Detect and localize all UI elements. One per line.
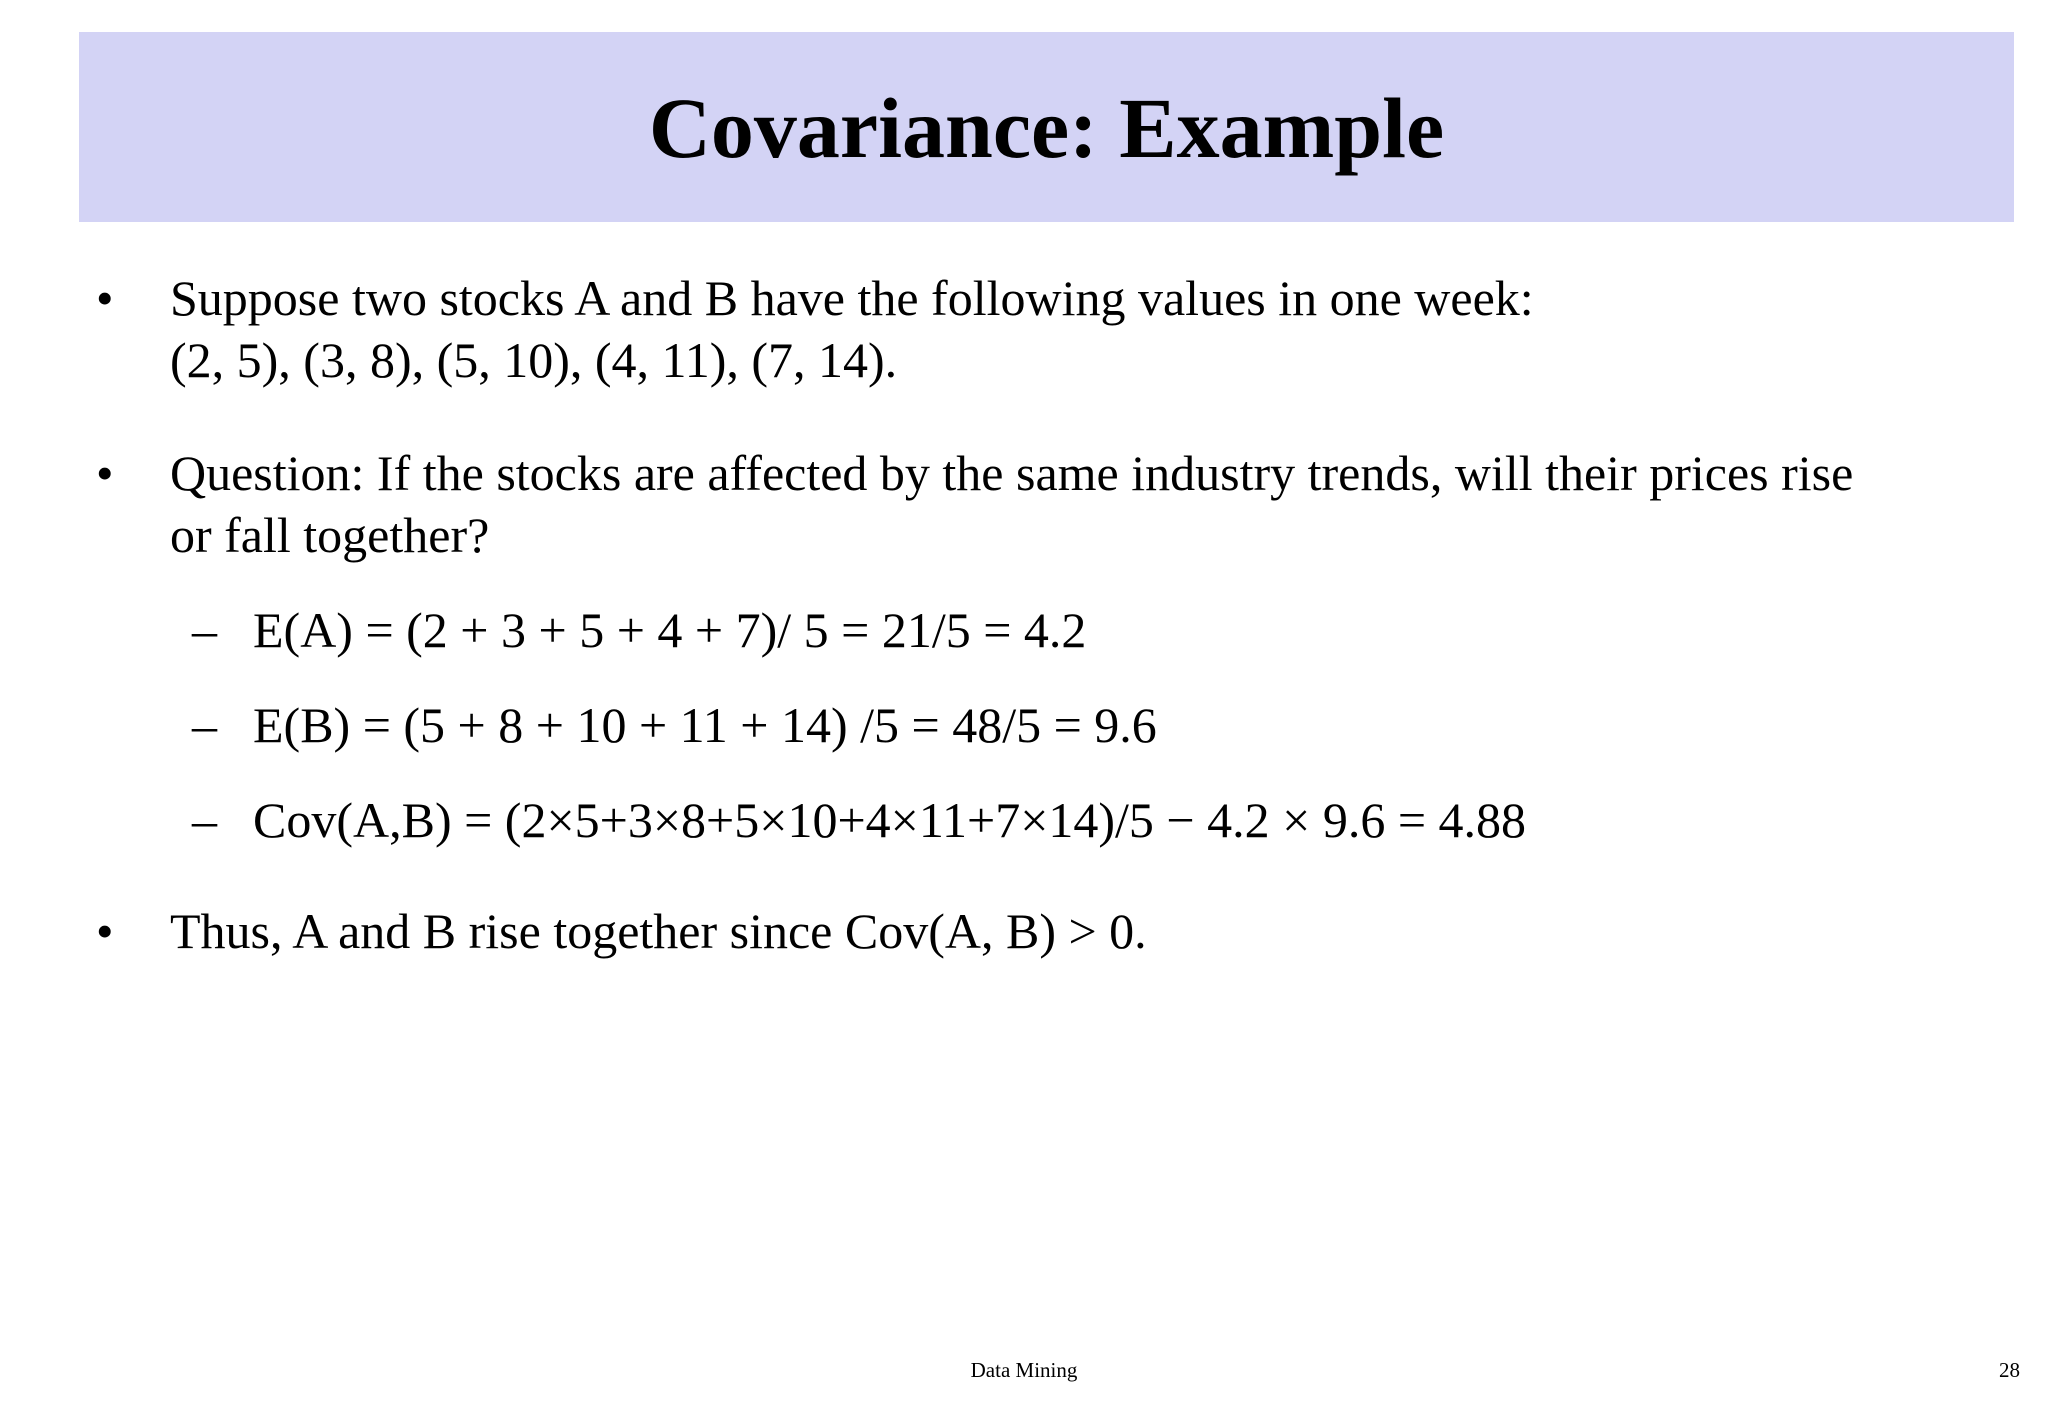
sub-item-text: Cov(A,B) = (2×5+3×8+5×10+4×11+7×14)/5 − 4.2 × 9.6 = 4.88: [253, 792, 1527, 848]
slide-title: Covariance: Example: [648, 80, 1445, 176]
sub-item-marker: –: [192, 697, 217, 753]
sub-item-text: E(A) = (2 + 3 + 5 + 4 + 7)/ 5 = 21/5 = 4.2: [253, 602, 1087, 658]
footer-page-number: 28: [1999, 1358, 2020, 1382]
footer-course-name: Data Mining: [970, 1358, 1078, 1382]
bullet-text-line: Thus, A and B rise together since Cov(A, B) > 0.: [170, 903, 1147, 959]
bullet-text-line: or fall together?: [170, 507, 490, 563]
bullet-text-line: (2, 5), (3, 8), (5, 10), (4, 11), (7, 14).: [170, 332, 898, 388]
sub-item-text: E(B) = (5 + 8 + 10 + 11 + 14) /5 = 48/5 = 9.6: [253, 697, 1157, 753]
bullet-text-line: Suppose two stocks A and B have the following values in one week:: [170, 270, 1534, 326]
title-band: [79, 32, 2014, 222]
bullet-text-line: Question: If the stocks are affected by the same industry trends, will their prices rise: [170, 445, 1854, 501]
sub-item-marker: –: [192, 792, 217, 848]
sub-item-marker: –: [192, 602, 217, 658]
bullet-marker: •: [96, 270, 114, 326]
bullet-marker: •: [96, 445, 114, 501]
bullet-marker: •: [96, 903, 114, 959]
